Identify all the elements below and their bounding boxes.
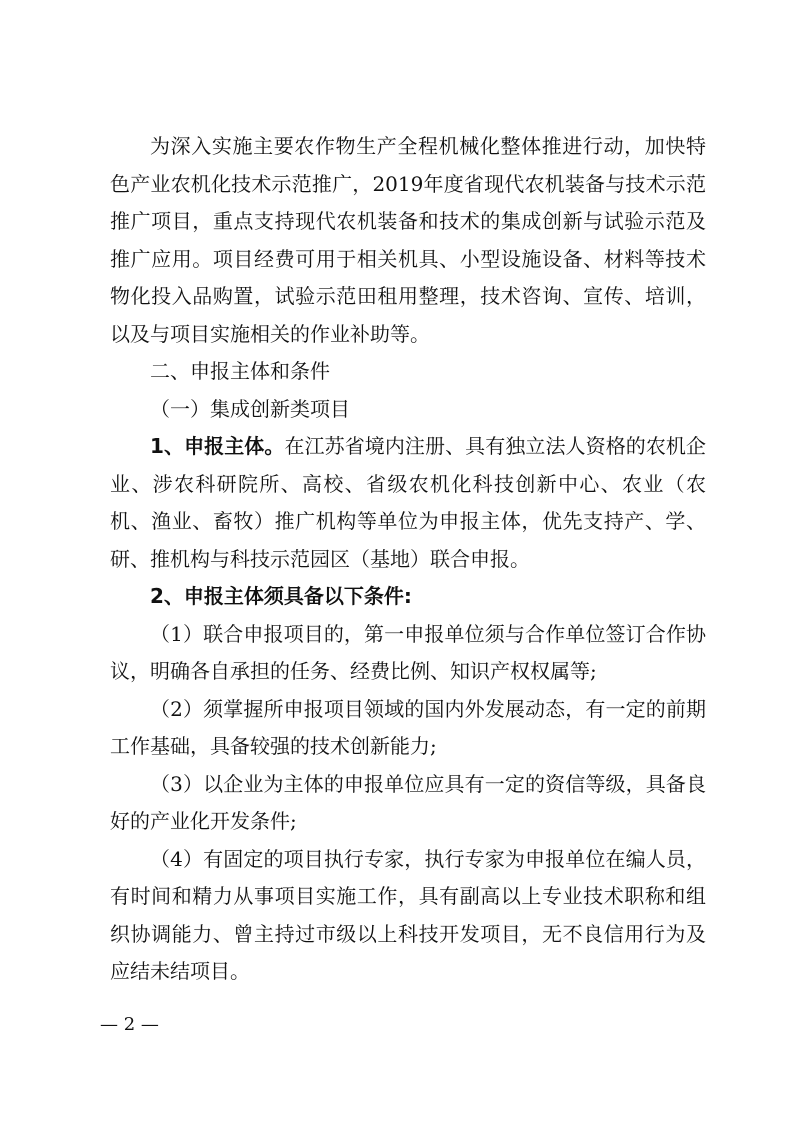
condition-2: （2）须掌握所申报项目领域的国内外发展动态，有一定的前期工作基础，具备较强的技术创新能力;: [110, 696, 706, 758]
item-2-label: 2、申报主体须具备以下条件:: [150, 584, 412, 608]
document-body: [110, 128, 706, 991]
intro-paragraph: 为深入实施主要农作物生产全程机械化整体推进行动，加快特色产业农机化技术示范推广，2019年度省现代农机装备与技术示范推广项目，重点支持现代农机装备和技术的集成创新与试验示范及推广应用。项目经费可用于相关机具、小型设施设备、材料等技术物化投入品购置，试验示范田租用整理，技术咨询、宣传、培训，以及与项目实施相关的作业补助等。: [110, 134, 706, 346]
item-1-text: 在江苏省境内注册、具有独立法人资格的农机企业、涉农科研院所、高校、省级农机化科技创新中心、农业（农机、渔业、畜牧）推广机构等单位为申报主体，优先支持产、学、研、推机构与科技示范园区（基地）联合申报。: [110, 434, 707, 571]
page-number: — 2 —: [100, 1014, 159, 1035]
condition-1: （1）联合申报项目的，第一申报单位须与合作单位签订合作协议，明确各自承担的任务、经费比例、知识产权权属等;: [110, 621, 706, 683]
condition-4: （4）有固定的项目执行专家，执行专家为申报单位在编人员，有时间和精力从事项目实施工作，具有副高以上专业技术职称和组织协调能力、曾主持过市级以上科技开发项目，无不良信用行为及应结未结项目。: [110, 846, 706, 983]
condition-3: （3）以企业为主体的申报单位应具有一定的资信等级，具备良好的产业化开发条件;: [110, 771, 706, 833]
item-1-label: 1、申报主体。: [150, 434, 285, 458]
item-1-paragraph: [110, 428, 706, 578]
section-heading: 二、申报主体和条件: [150, 359, 330, 383]
subsection-heading: （一）集成创新类项目: [150, 396, 350, 421]
item-2-paragraph: [110, 578, 706, 616]
